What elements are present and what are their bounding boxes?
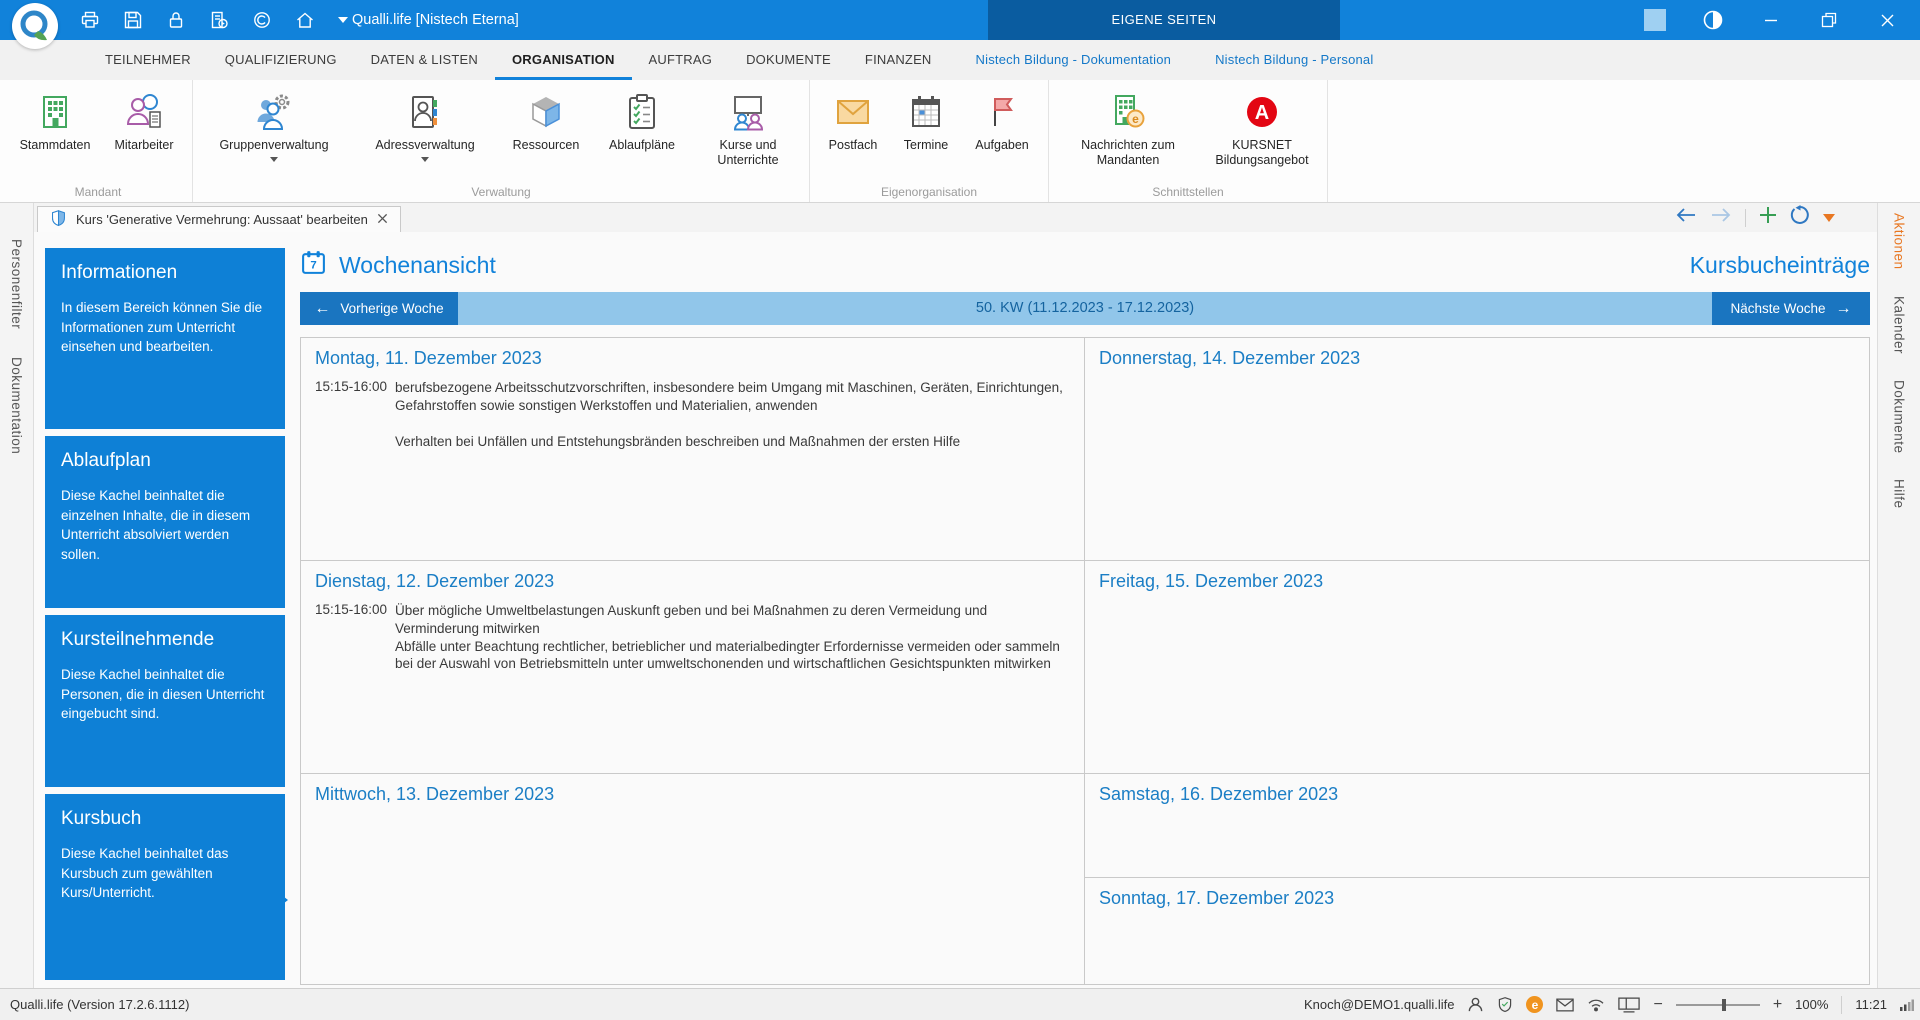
day-cell-wednesday[interactable]: Mittwoch, 13. Dezember 2023 — [315, 784, 555, 804]
tab-finanzen[interactable]: FINANZEN — [864, 52, 932, 67]
course-tiles — [45, 248, 285, 980]
restore-icon[interactable] — [1800, 0, 1858, 40]
ribbon-item-kursnet[interactable]: A KURSNET Bildungsangebot — [1202, 85, 1322, 168]
shield-icon — [50, 209, 67, 230]
week-label: 50. KW (11.12.2023 - 17.12.2023) — [975, 300, 1195, 316]
ribbon-item-gruppenverwaltung[interactable]: Gruppenverwaltung — [198, 85, 350, 166]
rail-item-kalender[interactable]: Kalender — [1891, 295, 1907, 354]
tab-nistech-personal[interactable]: Nistech Bildung - Personal — [1215, 52, 1374, 67]
mail-icon[interactable] — [1556, 998, 1574, 1012]
display-layout-icon[interactable] — [1618, 997, 1640, 1013]
ribbon-item-stammdaten[interactable]: Stammdaten — [9, 85, 101, 153]
tab-qualifizierung[interactable]: QUALIFIZIERUNG — [224, 52, 337, 67]
document-tab-bar — [34, 203, 1877, 232]
theme-square-icon[interactable] — [1626, 0, 1684, 40]
arrow-right-icon: → — [1835, 299, 1852, 317]
ribbon-group-mandant — [4, 80, 193, 202]
ribbon-item-nachrichten-mandanten[interactable]: e Nachrichten zum Mandanten — [1054, 85, 1202, 168]
minimize-icon[interactable] — [1742, 0, 1800, 40]
flag-icon — [982, 89, 1022, 135]
left-rail — [0, 203, 34, 988]
divider — [1841, 996, 1842, 1014]
building-green-icon — [35, 89, 75, 135]
ribbon-item-ressourcen[interactable]: Ressourcen — [500, 85, 592, 153]
week-grid — [300, 337, 1870, 985]
close-icon[interactable] — [1858, 0, 1916, 40]
building-message-icon — [1108, 89, 1148, 135]
course-entry: 15:15-16:00 berufsbezogene Arbeitsschutzvorschriften, insbesondere beim Umgang mit Maschinen, Geräten, Einrichtungen, Gefahrstoffen sowie sonstigen Werkstoffen und Materialien, anwenden Verhalten bei Unfällen und Entstehungsbränden beschreiben und Maßnahmen der ersten Hilfe — [315, 379, 1063, 449]
lock-icon[interactable] — [166, 10, 186, 30]
ribbon-group-verwaltung — [193, 80, 810, 202]
zoom-in-icon[interactable]: + — [1772, 995, 1783, 1013]
ribbon-item-aufgaben[interactable]: Aufgaben — [961, 85, 1043, 153]
ribbon-item-adressverwaltung[interactable]: Adressverwaltung — [350, 85, 500, 166]
day-cell-friday[interactable]: Freitag, 15. Dezember 2023 — [1085, 561, 1869, 774]
e-learning-icon[interactable]: e — [1526, 996, 1543, 1013]
page-title: Kursbucheinträge — [1689, 251, 1870, 278]
home-icon[interactable] — [295, 10, 315, 30]
arrow-left-icon: ← — [314, 299, 331, 317]
document-tab-title: Kurs 'Generative Vermehrung: Aussaat' bearbeiten — [76, 212, 368, 227]
quick-access-caret-icon[interactable] — [338, 17, 348, 28]
signal-bars-icon — [1900, 998, 1914, 1011]
tile-ablaufplan[interactable]: Ablaufplan Diese Kachel beinhaltet die einzelnen Inhalte, die in diesem Unterricht absolviert werden sollen. — [45, 436, 285, 608]
week-calendar-icon — [300, 249, 327, 282]
tile-informationen[interactable]: Informationen In diesem Bereich können Sie die Informationen zum Unterricht einsehen und bearbeiten. — [45, 248, 285, 429]
calendar-icon — [906, 89, 946, 135]
day-cell-sunday[interactable]: Sonntag, 17. Dezember 2023 — [1099, 888, 1335, 908]
version-label: Qualli.life (Version 17.2.6.1112) — [10, 997, 190, 1012]
refresh-icon[interactable] — [1790, 205, 1810, 230]
zoom-level: 100% — [1795, 997, 1829, 1012]
day-cell-monday[interactable]: Montag, 11. Dezember 2023 15:15-16:00 berufsbezogene Arbeitsschutzvorschriften, insbesondere beim Umgang mit Maschinen, Geräten, Einrichtungen, Gefahrstoffen sowie sonstigen Werkstoffen und Materialien, anwenden Verhalten bei Unfällen und Entstehungsbränden beschreiben und Maßnahmen der ersten Hilfe — [301, 338, 1084, 561]
copyright-icon[interactable] — [252, 10, 272, 30]
eigene-seiten-section: EIGENE SEITEN — [988, 0, 1340, 40]
ribbon-item-kurse-unterrichte[interactable]: Kurse und Unterrichte — [692, 85, 804, 168]
rail-item-aktionen[interactable]: Aktionen — [1891, 213, 1907, 270]
ribbon-item-ablaufplaene[interactable]: Ablaufpläne — [592, 85, 692, 153]
tab-teilnehmer[interactable]: TEILNEHMER — [105, 52, 191, 67]
svg-text:7: 7 — [310, 259, 317, 272]
status-bar — [0, 988, 1920, 1020]
view-title: 7 Wochenansicht — [300, 249, 496, 282]
user-icon[interactable] — [1467, 996, 1484, 1013]
user-label: Knoch@DEMO1.qualli.life — [1304, 997, 1455, 1012]
contrast-icon[interactable] — [1684, 0, 1742, 40]
security-shield-icon[interactable] — [1497, 996, 1513, 1013]
rail-item-dokumentation[interactable]: Dokumentation — [9, 357, 24, 455]
add-tab-icon[interactable] — [1759, 206, 1777, 229]
group-management-icon — [254, 89, 294, 135]
address-book-icon — [405, 89, 445, 135]
svg-text:A: A — [1254, 102, 1270, 124]
week-navigation — [300, 292, 1870, 325]
rail-item-dokumente[interactable]: Dokumente — [1891, 379, 1907, 454]
app-logo[interactable] — [12, 3, 58, 49]
cube-icon — [526, 89, 566, 135]
group-label-eigenorganisation: Eigenorganisation — [880, 185, 978, 199]
navigate-back-icon[interactable] — [1675, 207, 1697, 228]
report-icon[interactable] — [209, 10, 229, 30]
tile-kursbuch[interactable]: Kursbuch Diese Kachel beinhaltet das Kursbuch zum gewählten Kurs/Unterricht. — [45, 794, 285, 980]
tab-daten-listen[interactable]: DATEN & LISTEN — [370, 52, 478, 67]
employee-icon — [124, 89, 164, 135]
day-cell-tuesday[interactable]: Dienstag, 12. Dezember 2023 15:15-16:00 Über mögliche Umweltbelastungen Auskunft geben und bei Maßnahmen zu deren Vermeidung und Verminderung mitwirken Abfälle unter Beachtung rechtlicher, betrieblicher und materialbedingter Erfordernisse vermeiden oder sammeln bei der Auswahl von Betriebsmitteln unter umweltschonenden und wirtschaftlichen Gesichtspunkten mitwirken — [301, 561, 1084, 774]
previous-week-button[interactable]: ← Vorherige Woche — [300, 292, 458, 325]
tab-organisation[interactable]: ORGANISATION — [495, 40, 632, 80]
tab-auftrag[interactable]: AUFTRAG — [648, 52, 713, 67]
main-content — [34, 232, 1877, 988]
zoom-slider[interactable] — [1676, 998, 1760, 1012]
rail-item-personenfilter[interactable]: Personenfilter — [9, 239, 24, 330]
checklist-icon — [622, 89, 662, 135]
day-cell-thursday[interactable]: Donnerstag, 14. Dezember 2023 — [1085, 338, 1869, 561]
tab-nistech-dokumentation[interactable]: Nistech Bildung - Dokumentation — [975, 52, 1172, 67]
group-label-schnittstellen: Schnittstellen — [1152, 185, 1224, 199]
ribbon-item-mitarbeiter[interactable]: Mitarbeiter — [101, 85, 187, 153]
tile-kursteilnehmende[interactable]: Kursteilnehmende Diese Kachel beinhaltet die Personen, die in diesen Unterricht eingebucht sind. — [45, 615, 285, 787]
window-title: Qualli.life [Nistech Eterna] — [352, 12, 519, 28]
navigate-forward-icon[interactable] — [1710, 207, 1732, 228]
zoom-out-icon[interactable]: − — [1653, 995, 1663, 1013]
save-icon[interactable] — [123, 10, 143, 30]
ribbon-item-postfach[interactable]: Postfach — [815, 85, 891, 153]
group-label-mandant: Mandant — [74, 185, 122, 199]
group-label-verwaltung: Verwaltung — [471, 185, 531, 199]
course-entry: 15:15-16:00 Über mögliche Umweltbelastungen Auskunft geben und bei Maßnahmen zu deren Vermeidung und Verminderung mitwirken Abfälle unter Beachtung rechtlicher, betrieblicher und materialbedingter Erfordernisse vermeiden oder sammeln bei der Auswahl von Betriebsmitteln unter umweltschonenden und wirtschaftlichen Gesichtspunkten mitwirken — [315, 602, 1060, 672]
svg-text:e: e — [1132, 112, 1139, 126]
kursnet-logo-icon — [1242, 89, 1282, 135]
rail-item-hilfe[interactable]: Hilfe — [1891, 479, 1907, 509]
ribbon-group-eigenorganisation — [810, 80, 1049, 202]
day-cell-saturday[interactable]: Samstag, 16. Dezember 2023 — [1085, 774, 1869, 878]
chevron-down-icon[interactable] — [421, 157, 429, 166]
divider — [1745, 209, 1746, 227]
document-tab[interactable] — [37, 206, 401, 232]
print-icon[interactable] — [80, 10, 100, 30]
classroom-icon — [728, 89, 768, 135]
right-rail — [1877, 203, 1920, 988]
wifi-icon[interactable] — [1587, 998, 1605, 1012]
next-week-button[interactable]: Nächste Woche → — [1712, 292, 1870, 325]
tab-dokumente[interactable]: DOKUMENTE — [746, 52, 831, 67]
clock-label: 11:21 — [1855, 997, 1887, 1012]
ribbon-group-schnittstellen — [1049, 80, 1328, 202]
ribbon — [0, 80, 1920, 203]
title-bar — [0, 0, 1920, 40]
ribbon-tab-bar — [0, 40, 1920, 80]
close-tab-icon[interactable] — [377, 212, 388, 227]
chevron-down-icon[interactable] — [270, 157, 278, 166]
ribbon-item-termine[interactable]: Termine — [891, 85, 961, 153]
envelope-icon — [833, 89, 873, 135]
tab-list-caret-icon[interactable] — [1823, 214, 1835, 228]
